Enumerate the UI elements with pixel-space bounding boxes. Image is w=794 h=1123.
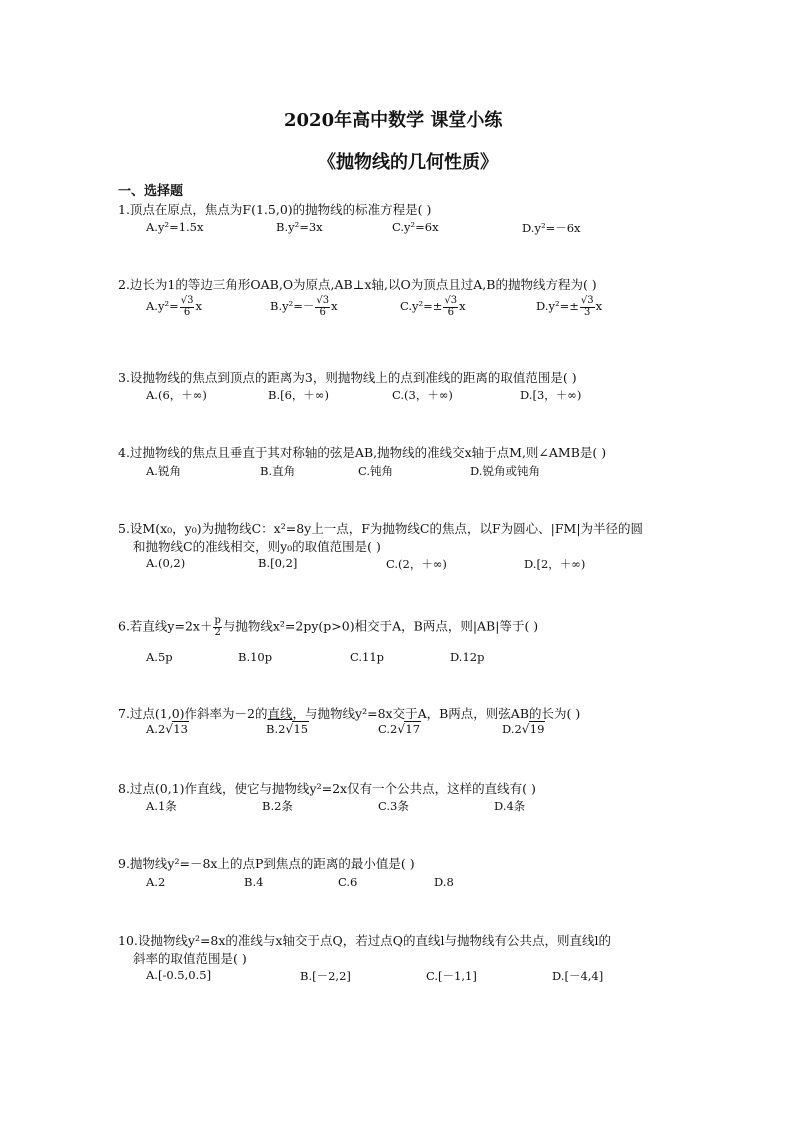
fraction: $\frac{√3}{3}$ bbox=[580, 295, 594, 318]
fraction: $\frac{p}{2}$ bbox=[214, 615, 221, 638]
question-9: 9.抛物线y²=－8x上的点P到焦点的距离的最小值是( ) bbox=[118, 856, 415, 871]
question-6-option-b: B.10p bbox=[238, 650, 273, 664]
question-5-option-a: A.(0,2) bbox=[146, 556, 186, 570]
question-1: 1.顶点在原点，焦点为F(1.5,0)的抛物线的标准方程是( ) bbox=[118, 202, 432, 217]
question-7-option-b: B.2 √ 15 bbox=[266, 722, 309, 736]
question-4-option-b: B.直角 bbox=[260, 464, 296, 478]
question-6-option-c: C.11p bbox=[350, 650, 385, 664]
question-4: 4.过抛物线的焦点且垂直于其对称轴的弦是AB,抛物线的准线交x轴于点M,则∠AMB是( ) bbox=[118, 445, 607, 460]
question-5: 5.设M(x₀，y₀)为抛物线C：x²=8y上一点，F为抛物线C的焦点，以F为圆心、|FM|为半径的圆 bbox=[118, 521, 644, 536]
question-3-option-c: C.(3，＋∞) bbox=[392, 388, 453, 402]
question-10-option-c: C.[－1,1] bbox=[426, 969, 477, 983]
question-1-option-b: B.y²=3x bbox=[276, 220, 323, 234]
question-10-option-a: A.[-0.5,0.5] bbox=[146, 968, 212, 982]
question-3-option-b: B.[6，＋∞) bbox=[268, 388, 329, 402]
question-6-option-d: D.12p bbox=[450, 650, 485, 664]
question-3-option-a: A.(6，＋∞) bbox=[146, 388, 207, 402]
question-3: 3.设抛物线的焦点到顶点的距离为3，则抛物线上的点到准线的距离的取值范围是( ) bbox=[118, 370, 577, 385]
question-4-option-d: D.锐角或钝角 bbox=[470, 464, 540, 478]
question-8-option-a: A.1条 bbox=[146, 799, 177, 813]
question-10: 10.设抛物线y²=8x的准线与x轴交于点Q，若过点Q的直线l与抛物线有公共点，则直线l的 bbox=[118, 933, 611, 948]
question-10-option-b: B.[－2,2] bbox=[300, 969, 351, 983]
fraction: $\frac{√3}{6}$ bbox=[316, 295, 330, 318]
square-root: √ 15 bbox=[285, 722, 309, 736]
question-7: 7.过点(1,0)作斜率为－2的直线，与抛物线y²=8x交于A，B两点，则弦AB的长为( ) bbox=[118, 706, 581, 721]
square-root: √ 19 bbox=[521, 722, 545, 736]
question-9-option-d: D.8 bbox=[434, 875, 454, 889]
question-5-option-d: D.[2，＋∞) bbox=[524, 557, 586, 571]
fraction: $\frac{√3}{6}$ bbox=[180, 295, 194, 318]
question-8-option-d: D.4条 bbox=[494, 799, 526, 813]
question-9-option-c: C.6 bbox=[338, 875, 358, 889]
square-root: √ 17 bbox=[397, 722, 421, 736]
question-9-option-b: B.4 bbox=[244, 875, 264, 889]
question-9-option-a: A.2 bbox=[146, 875, 166, 889]
question-2-option-a: A.y²= $\frac{√3}{6}$ x bbox=[146, 295, 202, 318]
question-8-option-b: B.2条 bbox=[262, 799, 293, 813]
question-2-option-d: D.y²=± $\frac{√3}{3}$ x bbox=[536, 295, 603, 318]
question-2-option-c: C.y²=± $\frac{√3}{6}$ x bbox=[400, 295, 466, 318]
question-2-option-b: B.y²=－ $\frac{√3}{6}$ x bbox=[270, 295, 338, 318]
question-6-option-a: A.5p bbox=[146, 650, 173, 664]
question-7-option-a: A.2 √ 13 bbox=[146, 722, 188, 736]
square-root: √ 13 bbox=[165, 722, 188, 736]
question-7-option-d: D.2 √ 19 bbox=[502, 722, 545, 736]
question-1-option-d: D.y²=－6x bbox=[522, 221, 581, 235]
section-heading: 一、选择题 bbox=[118, 184, 184, 199]
question-10-option-d: D.[－4,4] bbox=[552, 969, 604, 983]
question-6: 6.若直线y=2x＋ $\frac{p}{2}$ 与抛物线x²=2py(p>0)相交于A，B两点，则|AB|等于( ) bbox=[118, 615, 539, 638]
document-title: 2020年高中数学 课堂小练 bbox=[284, 110, 503, 131]
question-1-option-c: C.y²=6x bbox=[392, 220, 439, 234]
fraction: $\frac{√3}{6}$ bbox=[444, 295, 458, 318]
question-7-option-c: C.2 √ 17 bbox=[378, 722, 421, 736]
question-3-option-d: D.[3，＋∞) bbox=[520, 388, 582, 402]
question-4-option-a: A.锐角 bbox=[146, 464, 181, 478]
question-8-option-c: C.3条 bbox=[378, 799, 409, 813]
question-4-option-c: C.钝角 bbox=[358, 464, 394, 478]
question-2: 2.边长为1的等边三角形OAB,O为原点,AB⊥x轴,以O为顶点且过A,B的抛物线方程为( ) bbox=[118, 277, 597, 292]
question-10-continued: 斜率的取值范围是( ) bbox=[133, 951, 247, 966]
question-8: 8.过点(0,1)作直线，使它与抛物线y²=2x仅有一个公共点，这样的直线有( ) bbox=[118, 781, 536, 796]
question-5-option-b: B.[0,2] bbox=[258, 556, 298, 570]
document-subtitle: 《抛物线的几何性质》 bbox=[318, 152, 498, 173]
question-1-option-a: A.y²=1.5x bbox=[146, 220, 204, 234]
question-5-continued: 和抛物线C的准线相交，则y₀的取值范围是( ) bbox=[133, 539, 381, 554]
question-5-option-c: C.(2，＋∞) bbox=[386, 557, 447, 571]
